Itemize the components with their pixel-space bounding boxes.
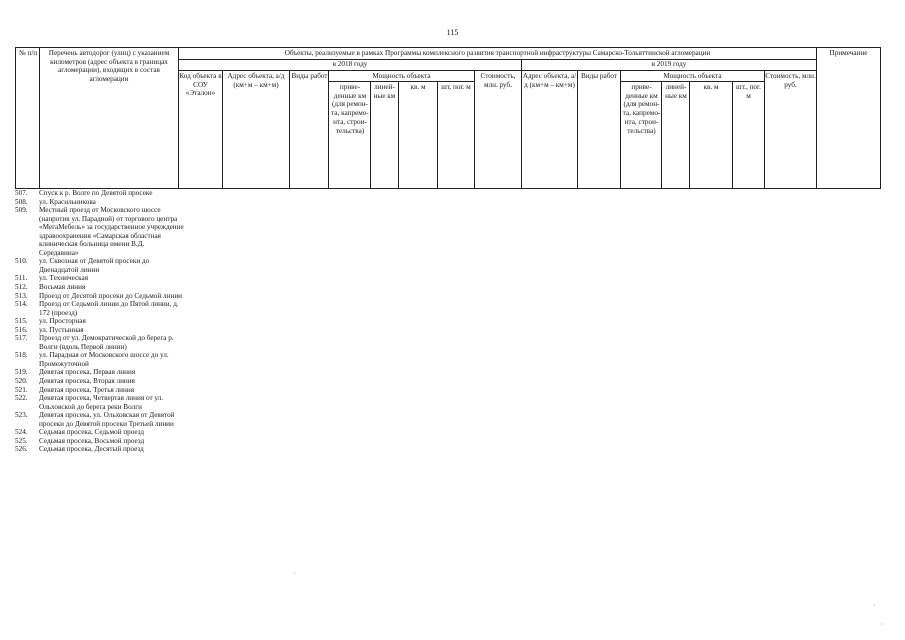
scan-speck: · bbox=[880, 620, 883, 629]
row-text: Седьмая просека, Седьмой проезд bbox=[39, 428, 145, 437]
rule-top bbox=[15, 47, 881, 48]
row-text: Девятая просека, Первая линия bbox=[39, 368, 136, 377]
vline-num bbox=[39, 47, 40, 189]
col-cap-reduced-header: приведенные км (для ремонта, капремонта, строительства) bbox=[331, 83, 369, 135]
col-road-list-header: Перечень автодорог (улиц) с указанием километров (адрес объекта в границах агломерации), входящих в состав агломерации bbox=[48, 49, 170, 84]
vline-2019-2 bbox=[620, 70, 621, 189]
row-text: Восьмая линия bbox=[39, 283, 86, 292]
row-text: Девятая просека, ул. Ольховская от Девятой просеки до Девятой просеки Третьей линии bbox=[39, 411, 175, 428]
table-row bbox=[15, 428, 185, 437]
row-text: Спуск к р. Волге по Девятой просеке bbox=[39, 189, 153, 197]
row-text: Проезд от Седьмой линии до Пятой линии, д. 172 (проезд) bbox=[39, 300, 179, 317]
row-text: ул. Сквозная от Девятой просеки до Двенадцатой линии bbox=[39, 257, 150, 274]
rule-capacity-2018 bbox=[328, 81, 474, 82]
year-2018-header: в 2018 году bbox=[332, 60, 368, 68]
row-text: ул. Просторная bbox=[39, 317, 86, 326]
rule-year bbox=[178, 70, 816, 71]
row-text: ул. Техническая bbox=[39, 274, 89, 283]
scan-speck: · bbox=[873, 601, 876, 610]
row-number: 518. bbox=[15, 351, 28, 360]
row-number: 513. bbox=[15, 291, 28, 300]
row-text: Проезд от ул. Демократической до берега р. Волги (вдоль Первой линии) bbox=[39, 334, 174, 351]
col-address-header: Адрес объекта, а/д (км+м – км+м) bbox=[227, 72, 285, 89]
vline-2018-3 bbox=[328, 70, 329, 189]
table-row bbox=[15, 189, 185, 198]
table-row bbox=[15, 368, 185, 377]
vline-2019-1 bbox=[577, 70, 578, 189]
row-number: 522. bbox=[15, 394, 28, 403]
vline-2019-3 bbox=[661, 81, 662, 189]
year-2019-header: в 2019 году bbox=[651, 60, 687, 68]
row-text: Седьмая просека, Восьмой проезд bbox=[39, 436, 145, 445]
vline-2018-5 bbox=[398, 81, 399, 189]
row-text: Местный проезд от Московского шоссе (напротив ул. Парадной) от торгового центра «МегаМебель» за государственное учреждение здравоохранения «Самарская областная клиническая больница имени В.Д. Середавина» bbox=[39, 206, 184, 257]
vline-2018-6 bbox=[437, 81, 438, 189]
table-row bbox=[15, 257, 185, 274]
row-number: 507. bbox=[15, 189, 28, 197]
col-cap-linear-2019-header: линейные км bbox=[665, 83, 687, 100]
table-row bbox=[15, 274, 185, 283]
row-text: Девятая просека, Четвертая линия от ул. Ольховской до берега реки Волги bbox=[39, 394, 164, 411]
table-row bbox=[15, 283, 185, 292]
row-number: 514. bbox=[15, 300, 28, 309]
table-row bbox=[15, 411, 185, 428]
page-number: 115 bbox=[446, 28, 459, 37]
scan-speck: · bbox=[293, 569, 296, 578]
row-number: 517. bbox=[15, 334, 28, 343]
row-number: 511. bbox=[15, 274, 28, 283]
col-cost-2019-header: Стоимость, млн. руб. bbox=[765, 72, 816, 89]
col-capacity-header: Мощность объекта bbox=[372, 72, 431, 80]
row-text: ул. Пустынная bbox=[39, 325, 84, 334]
row-number: 512. bbox=[15, 283, 28, 292]
table-row bbox=[15, 377, 185, 386]
row-number: 509. bbox=[15, 206, 28, 215]
row-number: 519. bbox=[15, 368, 28, 377]
row-number: 523. bbox=[15, 411, 28, 420]
vline-2018-2 bbox=[289, 70, 290, 189]
road-list bbox=[15, 189, 185, 454]
col-code-header: Код объекта в СОУ «Эталон» bbox=[179, 72, 222, 98]
row-number: 526. bbox=[15, 445, 28, 454]
row-number: 521. bbox=[15, 385, 28, 394]
row-text: Девятая просека, Вторая линия bbox=[39, 377, 135, 386]
col-cap-linear-header: линейные км bbox=[373, 83, 396, 100]
col-capacity-2019-header: Мощность объекта bbox=[663, 72, 722, 80]
vline-2019-4 bbox=[689, 81, 690, 189]
vline-note bbox=[816, 47, 817, 189]
row-text: ул. Красильникова bbox=[39, 197, 96, 206]
table-row bbox=[15, 351, 185, 368]
table-row bbox=[15, 292, 185, 301]
row-text: Седьмая просека, Десятый проезд bbox=[39, 445, 144, 454]
row-number: 510. bbox=[15, 257, 28, 266]
table-row bbox=[15, 317, 185, 326]
row-number: 515. bbox=[15, 317, 28, 326]
table-header bbox=[15, 47, 881, 189]
row-number: 525. bbox=[15, 436, 28, 445]
table-row bbox=[15, 198, 185, 207]
table-row bbox=[15, 300, 185, 317]
row-number: 508. bbox=[15, 197, 28, 206]
row-text: ул. Парадная от Московского шоссе до ул. Промежуточной bbox=[39, 351, 169, 368]
col-cost-header: Стоимость, млн. руб. bbox=[480, 72, 516, 89]
col-cap-sqm-2019-header: кв. м bbox=[703, 83, 719, 91]
col-cap-units-2019-header: шт., пог. м bbox=[736, 83, 761, 100]
table-row bbox=[15, 334, 185, 351]
table-row bbox=[15, 445, 185, 454]
col-cap-sqm-header: кв. м bbox=[410, 83, 426, 91]
col-note-header: Примечание bbox=[829, 49, 868, 57]
col-number-header: № п/п bbox=[18, 49, 38, 57]
table-row bbox=[15, 394, 185, 411]
rule-capacity-2019 bbox=[620, 81, 764, 82]
table-row bbox=[15, 386, 185, 395]
row-text: Проезд от Десятой просеки до Седьмой линии bbox=[39, 291, 183, 300]
col-cap-reduced-2019-header: приведенные км (для ремонта, капремонта, строительства) bbox=[622, 83, 661, 135]
col-address-2019-header: Адрес объекта, а/д (км+м – км+м) bbox=[522, 72, 577, 89]
col-works-header: Виды работ bbox=[291, 72, 328, 80]
group-title: Объекты, реализуемые в рамках Программы комплексного развития транспортной инфраструктуры Самарско-Тольяттинской агломерации bbox=[284, 49, 711, 57]
col-works-2019-header: Виды работ bbox=[580, 72, 617, 80]
row-number: 516. bbox=[15, 325, 28, 334]
table-row bbox=[15, 437, 185, 446]
row-text: Девятая просека, Третья линия bbox=[39, 385, 135, 394]
table-row bbox=[15, 206, 185, 257]
row-number: 520. bbox=[15, 377, 28, 386]
vline-right bbox=[880, 47, 881, 189]
col-cap-units-header: шт, пог. м bbox=[441, 83, 471, 91]
row-number: 524. bbox=[15, 428, 28, 437]
vline-left bbox=[15, 47, 16, 189]
vline-2018-4 bbox=[370, 81, 371, 189]
vline-2018-1 bbox=[222, 70, 223, 189]
table-row bbox=[15, 326, 185, 335]
